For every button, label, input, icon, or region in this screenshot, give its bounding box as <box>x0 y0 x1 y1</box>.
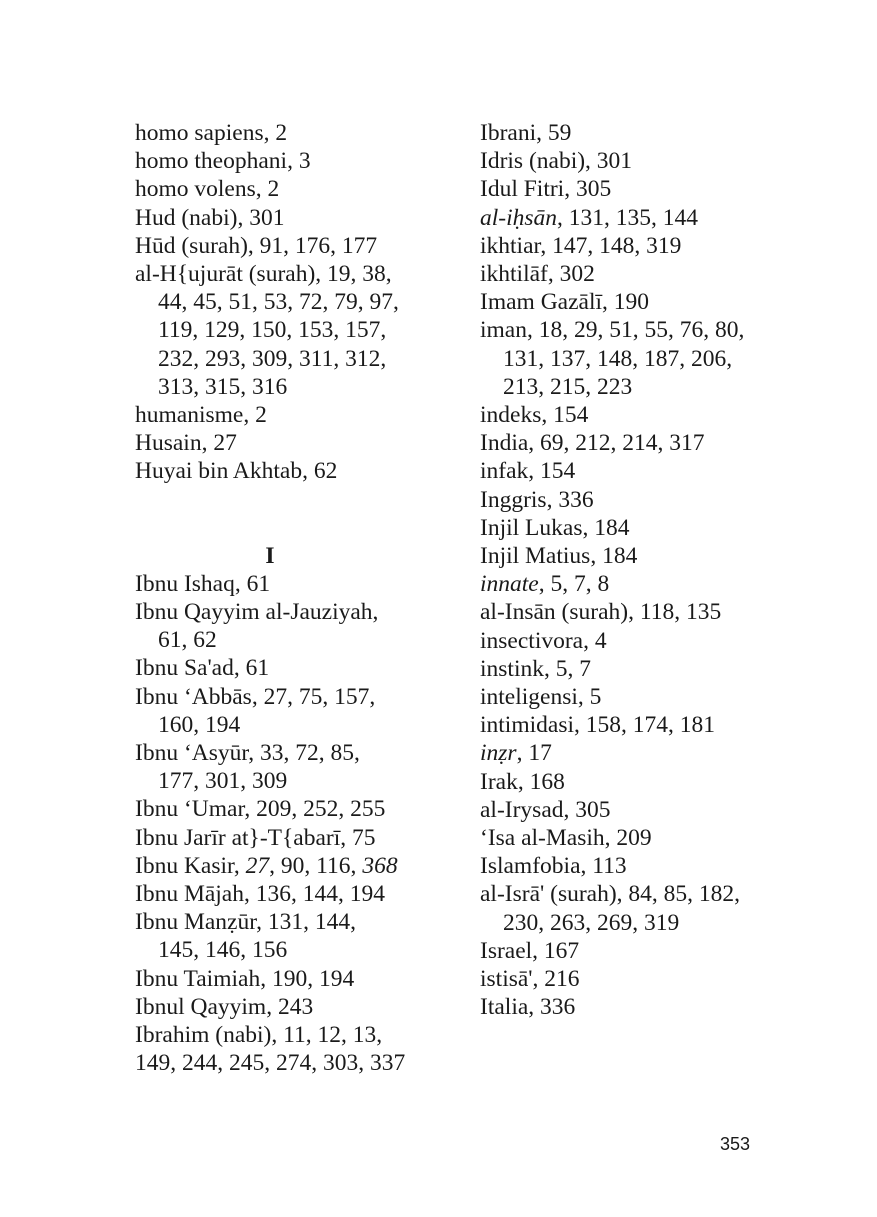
entry-text: Husain, 27 <box>135 430 237 457</box>
index-entry-continuation <box>480 345 810 373</box>
entry-text: India, 69, 212, 214, 317 <box>480 430 705 457</box>
entry-text: 177, 301, 309 <box>158 768 288 795</box>
page-number: 353 <box>719 1134 750 1154</box>
index-entry <box>480 739 810 767</box>
index-entry-continuation <box>135 288 455 316</box>
entry-text: Ibnu Sa'ad, 61 <box>135 655 270 682</box>
entry-text: Ibnu Ishaq, 61 <box>135 570 271 597</box>
entry-text: intimidasi, 158, 174, 181 <box>480 712 715 739</box>
index-entry <box>480 937 810 965</box>
index-entry <box>480 768 810 796</box>
index-entry <box>135 570 455 598</box>
index-entry <box>135 260 455 288</box>
entry-text: 61, 62 <box>158 627 217 654</box>
index-entry <box>480 542 810 570</box>
index-entry <box>480 655 810 683</box>
entry-text: al-Isrā' (surah), 84, 85, 182, <box>480 881 741 908</box>
index-entry <box>135 175 455 203</box>
entry-text: homo volens, 2 <box>135 176 280 203</box>
entry-text: Huyai bin Akhtab, 62 <box>135 458 338 485</box>
entry-text: Idris (nabi), 301 <box>480 148 633 175</box>
index-entry <box>480 232 810 260</box>
entry-text: 119, 129, 150, 153, 157, <box>158 317 387 344</box>
entry-text: Hud (nabi), 301 <box>135 204 285 231</box>
entry-text: 230, 263, 269, 319 <box>503 909 680 936</box>
entry-text: Ibnu ‘Abbās, 27, 75, 157, <box>135 683 376 710</box>
index-entry-continuation <box>135 345 455 373</box>
index-column-left <box>135 119 455 1078</box>
index-entry <box>480 880 810 908</box>
entry-text: 149, 244, 245, 274, 303, 337 <box>135 1050 406 1077</box>
index-entry <box>135 683 455 711</box>
index-entry <box>480 993 810 1021</box>
entry-text: I <box>265 542 275 569</box>
index-entry-continuation <box>135 936 455 964</box>
italic-text: 368 <box>362 852 398 879</box>
entry-text: indeks, 154 <box>480 402 589 429</box>
entry-text: 131, 137, 148, 187, 206, <box>503 345 733 372</box>
entry-text: Inggris, 336 <box>480 486 594 513</box>
index-entry <box>480 570 810 598</box>
entry-text: iman, 18, 29, 51, 55, 76, 80, <box>480 317 745 344</box>
index-entry <box>135 119 455 147</box>
index-entry <box>135 795 455 823</box>
entry-text: 313, 315, 316 <box>158 373 288 400</box>
index-entry <box>480 824 810 852</box>
entry-text: inteligensi, 5 <box>480 684 602 711</box>
index-entry <box>480 852 810 880</box>
entry-text: , 5, 7, 8 <box>538 571 610 598</box>
index-entry <box>135 598 455 626</box>
entry-text: Imam Gazālī, 190 <box>480 289 650 316</box>
entry-text: ‘Isa al-Masih, 209 <box>480 825 652 852</box>
index-entry <box>135 908 455 936</box>
index-entry <box>480 401 810 429</box>
index-entry <box>135 965 455 993</box>
entry-text: Italia, 336 <box>480 994 576 1021</box>
entry-text: Injil Lukas, 184 <box>480 514 630 541</box>
index-entry-continuation <box>135 373 455 401</box>
index-entry <box>480 683 810 711</box>
entry-text: , 90, 116, <box>269 852 363 879</box>
index-entry <box>480 175 810 203</box>
italic-text: 27 <box>245 852 270 879</box>
index-entry <box>480 119 810 147</box>
entry-text: 213, 215, 223 <box>503 373 633 400</box>
entry-text: homo theophani, 3 <box>135 148 311 175</box>
entry-text: Ibnu Manẓūr, 131, 144, <box>135 909 356 936</box>
entry-text: Ibnu Jarīr at}-T{abarī, 75 <box>135 824 376 851</box>
entry-text: Ibnu Kasir, <box>135 852 246 879</box>
entry-text: 160, 194 <box>158 711 241 738</box>
index-entry-continuation <box>135 626 455 654</box>
entry-text: humanisme, 2 <box>135 402 267 429</box>
index-entry <box>480 457 810 485</box>
entry-text: al-H{ujurāt (surah), 19, 38, <box>135 261 392 288</box>
index-entry <box>480 429 810 457</box>
index-entry-continuation <box>135 711 455 739</box>
entry-text: Ibrahim (nabi), 11, 12, 13, <box>135 1022 383 1049</box>
entry-text: Israel, 167 <box>480 937 580 964</box>
entry-text: al-Insān (surah), 118, 135 <box>480 599 722 626</box>
entry-text: insectivora, 4 <box>480 627 607 654</box>
entry-text: , 131, 135, 144 <box>557 204 699 231</box>
entry-text: Ibrani, 59 <box>480 120 572 146</box>
index-entry <box>480 711 810 739</box>
index-entry <box>135 1021 455 1049</box>
entry-text: instink, 5, 7 <box>480 655 591 682</box>
entry-text: al-Irysad, 305 <box>480 796 611 823</box>
index-column-right <box>480 119 810 1022</box>
italic-text: innate <box>480 571 539 598</box>
index-entry <box>135 204 455 232</box>
entry-text: 44, 45, 51, 53, 72, 79, 97, <box>158 289 399 316</box>
section-letter-heading <box>135 542 405 570</box>
index-entry <box>135 457 455 485</box>
entry-text: ikhtilāf, 302 <box>480 261 595 288</box>
index-entry <box>135 232 455 260</box>
index-entry <box>135 1049 455 1077</box>
entry-text: Hūd (surah), 91, 176, 177 <box>135 232 378 259</box>
index-entry <box>480 514 810 542</box>
index-entry <box>135 852 455 880</box>
index-entry <box>480 598 810 626</box>
index-entry <box>135 147 455 175</box>
section-gap <box>135 486 455 542</box>
index-entry <box>480 965 810 993</box>
entry-text: Irak, 168 <box>480 768 565 795</box>
index-entry <box>480 627 810 655</box>
index-entry <box>135 824 455 852</box>
entry-text: Ibnu ‘Umar, 209, 252, 255 <box>135 796 386 823</box>
entry-text: 232, 293, 309, 311, 312, <box>158 345 387 372</box>
index-entry <box>480 486 810 514</box>
entry-text: Ibnu Qayyim al-Jauziyah, <box>135 599 379 626</box>
entry-text: Islamfobia, 113 <box>480 853 627 880</box>
index-entry <box>480 288 810 316</box>
index-entry <box>480 204 810 232</box>
index-entry <box>480 260 810 288</box>
index-entry <box>135 880 455 908</box>
index-entry <box>135 739 455 767</box>
entry-text: Ibnul Qayyim, 243 <box>135 993 314 1020</box>
entry-text: , 17 <box>516 740 552 767</box>
entry-text: ikhtiar, 147, 148, 319 <box>480 232 682 259</box>
entry-text: Injil Matius, 184 <box>480 543 638 570</box>
index-entry <box>135 401 455 429</box>
index-entry <box>480 796 810 824</box>
entry-text: homo sapiens, 2 <box>135 120 288 146</box>
entry-text: istisā', 216 <box>480 966 580 993</box>
entry-text: Ibnu Mājah, 136, 144, 194 <box>135 881 385 908</box>
index-entry <box>135 429 455 457</box>
entry-text: Ibnu ‘Asyūr, 33, 72, 85, <box>135 740 360 767</box>
index-entry <box>480 147 810 175</box>
index-entry-continuation <box>480 909 810 937</box>
entry-text: 145, 146, 156 <box>158 937 288 964</box>
index-entry <box>135 654 455 682</box>
index-entry-continuation <box>480 373 810 401</box>
italic-text: inẓr <box>480 740 517 767</box>
entry-text: Idul Fitri, 305 <box>480 176 612 203</box>
index-entry-continuation <box>135 767 455 795</box>
index-entry <box>480 316 810 344</box>
entry-text: infak, 154 <box>480 458 576 485</box>
entry-text: Ibnu Taimiah, 190, 194 <box>135 965 355 992</box>
index-entry <box>135 993 455 1021</box>
italic-text: al-iḥsān <box>480 204 558 231</box>
index-entry-continuation <box>135 316 455 344</box>
